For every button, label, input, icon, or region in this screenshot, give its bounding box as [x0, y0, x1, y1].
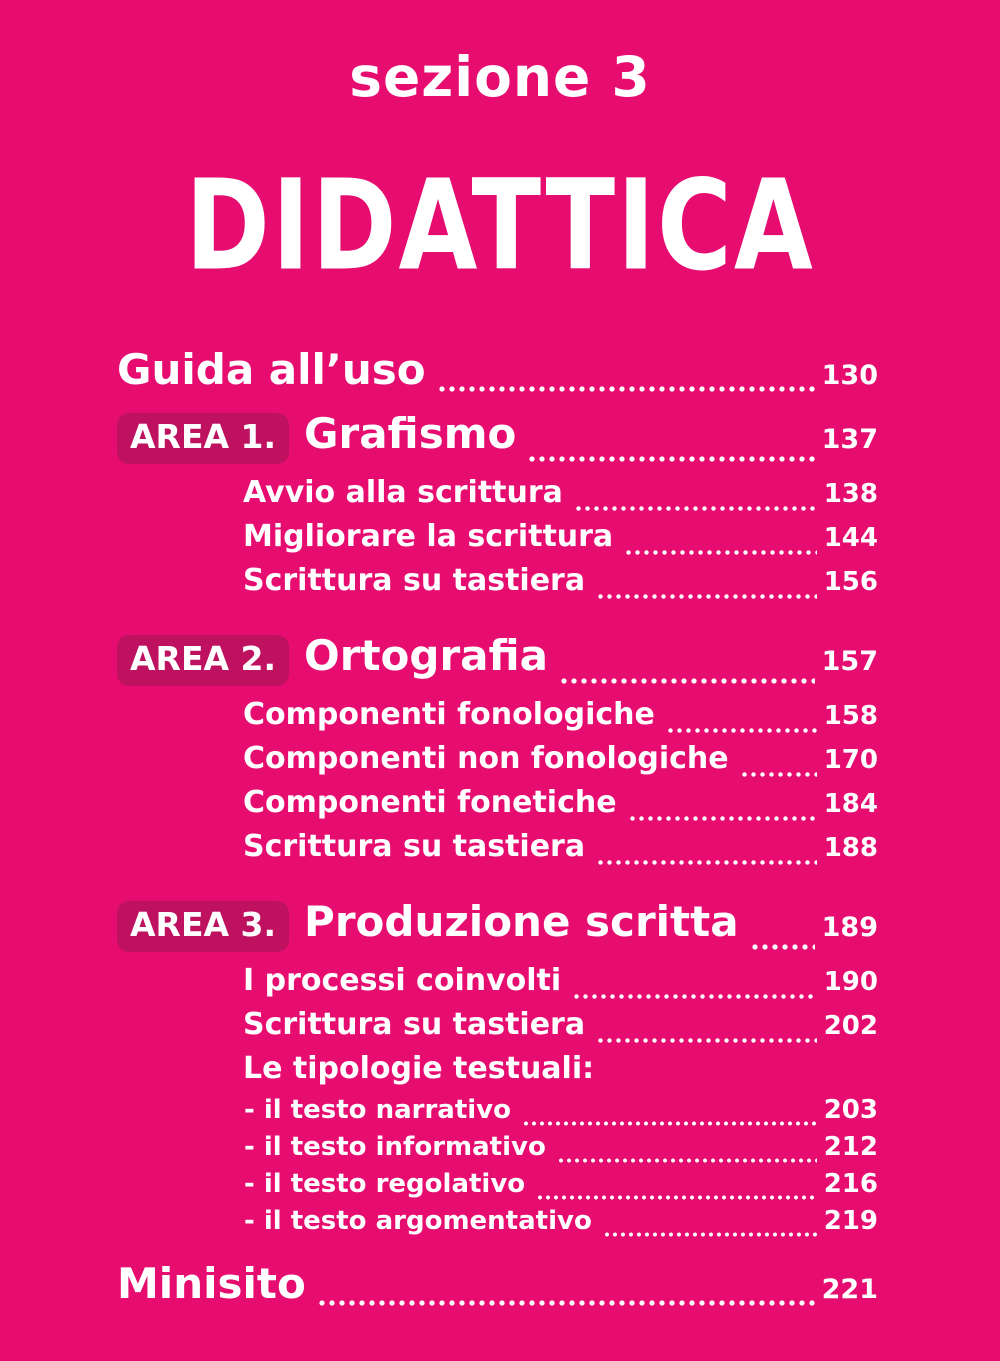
toc-page-number: 189 [821, 912, 878, 943]
toc-entry-label: - il testo narrativo [244, 1095, 511, 1125]
toc-entry-label: Le tipologie testuali: [243, 1051, 595, 1086]
toc-entry-label: Componenti fonetiche [243, 785, 617, 820]
toc-entry [243, 519, 878, 563]
toc-page-number: 138 [823, 479, 878, 509]
toc-page-number: 221 [821, 1274, 878, 1305]
toc-entry-label: Ortografia [304, 631, 548, 680]
toc-page-number: 158 [823, 701, 878, 731]
toc-entry [117, 409, 878, 473]
toc-entry-label: Componenti non fonologiche [243, 741, 729, 776]
toc-entry [244, 1132, 878, 1169]
toc-page-number: 216 [823, 1169, 878, 1199]
toc-entry [243, 563, 878, 607]
toc-entry [243, 963, 878, 1007]
section-label: sezione 3 [349, 45, 651, 109]
toc-entry-label: Componenti fonologiche [243, 697, 655, 732]
toc-page-number: 130 [821, 360, 878, 391]
toc-entry-label: Migliorare la scrittura [243, 519, 614, 554]
dotted-leader [666, 728, 817, 733]
toc-page-number: 170 [823, 745, 878, 775]
dotted-leader [596, 860, 817, 865]
toc-entry [243, 1007, 878, 1051]
toc-entry [243, 785, 878, 829]
toc [0, 345, 1000, 1317]
toc-page-number: 144 [823, 523, 878, 553]
toc-entry [117, 631, 878, 695]
dotted-leader [628, 816, 817, 821]
toc-page-number: 219 [823, 1206, 878, 1236]
toc-entry-label: Produzione scritta [304, 897, 739, 946]
toc-page-number: 203 [823, 1095, 878, 1125]
dotted-leader [603, 1232, 817, 1237]
toc-entry [244, 1169, 878, 1206]
toc-entry-label: - il testo argomentativo [244, 1206, 592, 1236]
dotted-leader [522, 1121, 817, 1126]
dotted-leader [317, 1300, 815, 1306]
toc-entry-label: Scrittura su tastiera [243, 563, 586, 598]
dotted-leader [624, 550, 817, 555]
page-title: DIDATTICA [185, 154, 815, 300]
toc-entry-label: - il testo informativo [244, 1132, 546, 1162]
area-badge: AREA 1. [117, 413, 289, 464]
dotted-leader [750, 944, 815, 950]
dotted-leader [596, 594, 817, 599]
toc-entry-label: - il testo regolativo [244, 1169, 526, 1199]
dotted-leader [437, 386, 815, 392]
dotted-leader [740, 772, 817, 777]
toc-page-number: 188 [823, 833, 878, 863]
dotted-leader [557, 1158, 817, 1163]
toc-page-number: 157 [821, 646, 878, 677]
toc-entry [243, 829, 878, 873]
toc-page-number: 184 [823, 789, 878, 819]
toc-entry-label: Minisito [117, 1259, 306, 1308]
dotted-leader [574, 506, 817, 511]
toc-entry [117, 345, 878, 403]
toc-entry-label: Guida all’uso [117, 345, 426, 394]
toc-entry [117, 1259, 878, 1317]
toc-page-number: 212 [823, 1132, 878, 1162]
toc-entry-label: I processi coinvolti [243, 963, 562, 998]
toc-entry [243, 697, 878, 741]
toc-entry-label: Avvio alla scrittura [243, 475, 563, 510]
area-badge: AREA 3. [117, 901, 289, 952]
toc-entry [244, 1206, 878, 1243]
dotted-leader [536, 1195, 817, 1200]
toc-entry [243, 475, 878, 519]
dotted-leader [559, 678, 815, 684]
toc-page-number: 137 [821, 424, 878, 455]
area-badge: AREA 2. [117, 635, 289, 686]
dotted-leader [527, 456, 814, 462]
toc-page-number: 190 [823, 967, 878, 997]
toc-page-number: 202 [823, 1011, 878, 1041]
toc-entry-label: Grafismo [304, 409, 517, 458]
toc-entry [244, 1095, 878, 1132]
dotted-leader [596, 1038, 817, 1043]
page-header [0, 0, 1000, 300]
toc-entry [243, 741, 878, 785]
dotted-leader [572, 994, 817, 999]
toc-entry [243, 1051, 878, 1095]
toc-entry-label: Scrittura su tastiera [243, 1007, 586, 1042]
toc-entry [117, 897, 878, 961]
toc-page-number: 156 [823, 567, 878, 597]
toc-entry-label: Scrittura su tastiera [243, 829, 586, 864]
